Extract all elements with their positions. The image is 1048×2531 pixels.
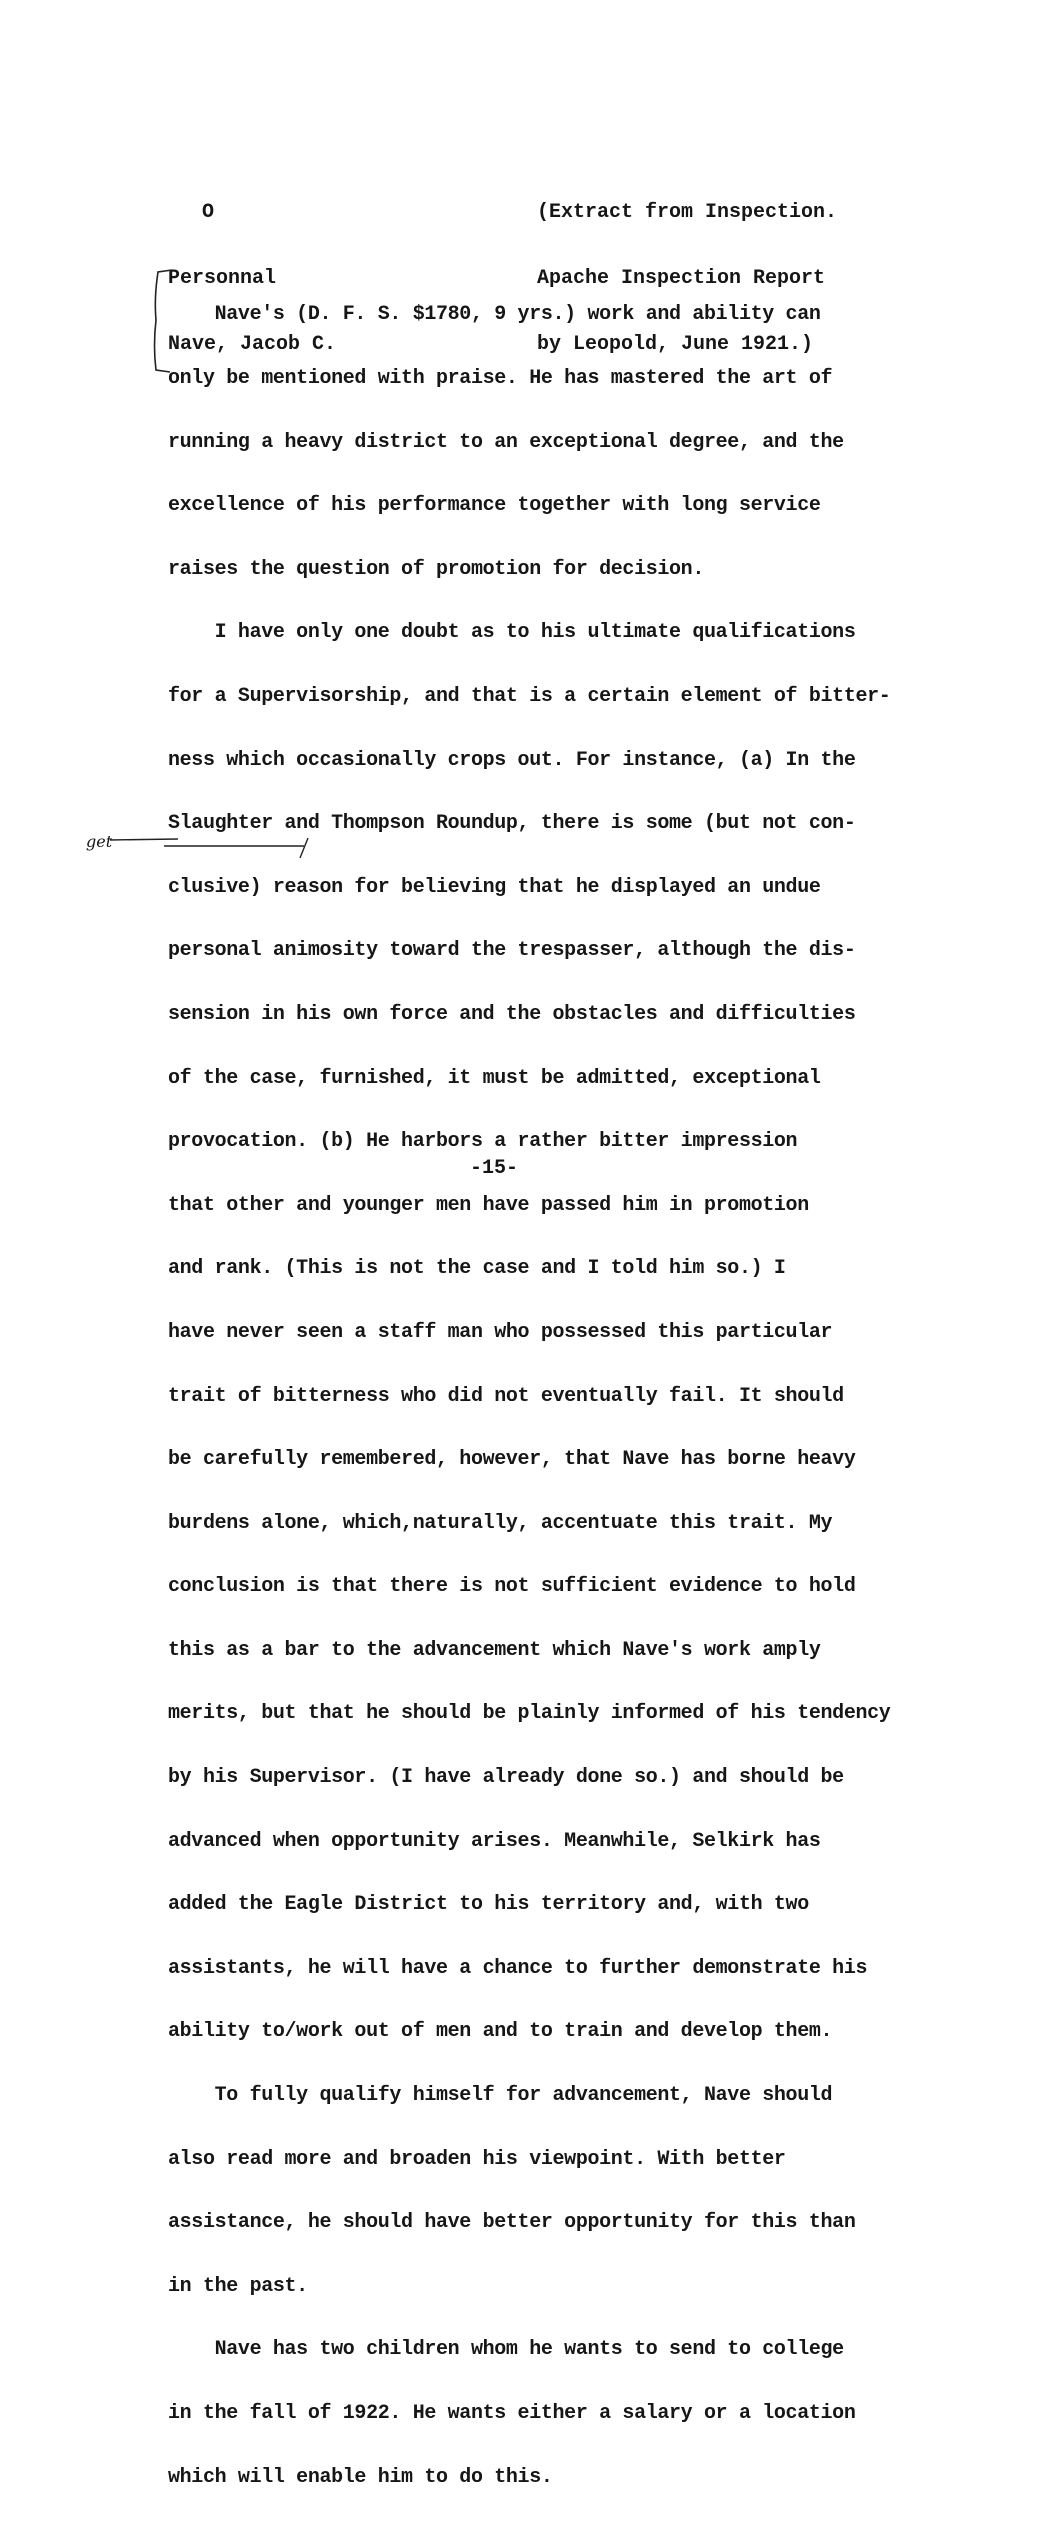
body-line: this as a bar to the advancement which Nave's work amply [168, 1638, 821, 1662]
page-number: -15- [470, 1157, 519, 1180]
body-line: conclusion is that there is not sufficient evidence to hold [168, 1575, 856, 1599]
header-right-line: by Leopold, June 1921.) [537, 333, 814, 356]
body-line: and rank. (This is not the case and I told him so.) I [168, 1257, 786, 1281]
body-line: in the past. [168, 2274, 308, 2298]
body-text [168, 262, 890, 2530]
header-left-line: O [202, 201, 215, 224]
body-line: running a heavy district to an exceptional degree, and the [168, 430, 844, 454]
body-line: have never seen a staff man who possessed this particular [168, 1320, 833, 1344]
body-line: merits, but that he should be plainly informed of his tendency [168, 1702, 891, 1726]
body-line: Nave's (D. F. S. $1780, 9 yrs.) work and ability can [168, 303, 821, 327]
body-line: advanced when opportunity arises. Meanwhile, Selkirk has [168, 1829, 821, 1853]
body-line: of the case, furnished, it must be admitted, exceptional [168, 1066, 821, 1090]
handwritten-underline-mark [108, 832, 318, 860]
body-line: excellence of his performance together with long service [168, 494, 821, 518]
body-line: which will enable him to do this. [168, 2465, 553, 2489]
body-line: only be mentioned with praise. He has mastered the art of [168, 367, 833, 390]
handwritten-margin-note: get [86, 832, 113, 851]
body-line: Slaughter and Thompson Roundup, there is some (but not con- [168, 812, 856, 836]
body-line: I have only one doubt as to his ultimate qualifications [168, 621, 856, 645]
body-line: provocation. (b) He harbors a rather bitter impression [168, 1130, 798, 1154]
body-line: raises the question of promotion for decision. [168, 557, 704, 581]
body-line: ness which occasionally crops out. For instance, (a) In the [168, 748, 856, 772]
body-line: clusive) reason for believing that he displayed an undue [168, 875, 821, 899]
body-line: personal animosity toward the trespasser, although the dis- [168, 939, 856, 963]
body-line: assistance, he should have better opportunity for this than [168, 2211, 856, 2235]
header-right-line: Apache Inspection Report [537, 267, 826, 290]
header-right-line: (Extract from Inspection. [537, 201, 838, 224]
body-line: assistants, he will have a chance to further demonstrate his [168, 1956, 868, 1980]
header-left-line: Nave, Jacob C. [168, 333, 337, 356]
body-line: To fully qualify himself for advancement, Nave should [168, 2084, 833, 2108]
body-line: burdens alone, which,naturally, accentuate this trait. My [168, 1511, 833, 1535]
body-line: Nave has two children whom he wants to send to college [168, 2338, 844, 2362]
body-line: for a Supervisorship, and that is a certain element of bitter- [168, 684, 891, 708]
header-left-line: Personnal [168, 267, 277, 290]
body-line: trait of bitterness who did not eventually fail. It should [168, 1384, 844, 1408]
body-line: ability to/work out of men and to train and develop them. [168, 2020, 833, 2044]
body-line: be carefully remembered, however, that Nave has borne heavy [168, 1448, 856, 1472]
body-line: also read more and broaden his viewpoint. With better [168, 2147, 786, 2171]
body-line: sension in his own force and the obstacles and difficulties [168, 1002, 856, 1026]
body-line: in the fall of 1922. He wants either a salary or a location [168, 2402, 856, 2425]
body-line: that other and younger men have passed him in promotion [168, 1193, 809, 1217]
body-line: by his Supervisor. (I have already done so.) and should be [168, 1766, 844, 1790]
body-line: added the Eagle District to his territory and, with two [168, 1893, 809, 1917]
